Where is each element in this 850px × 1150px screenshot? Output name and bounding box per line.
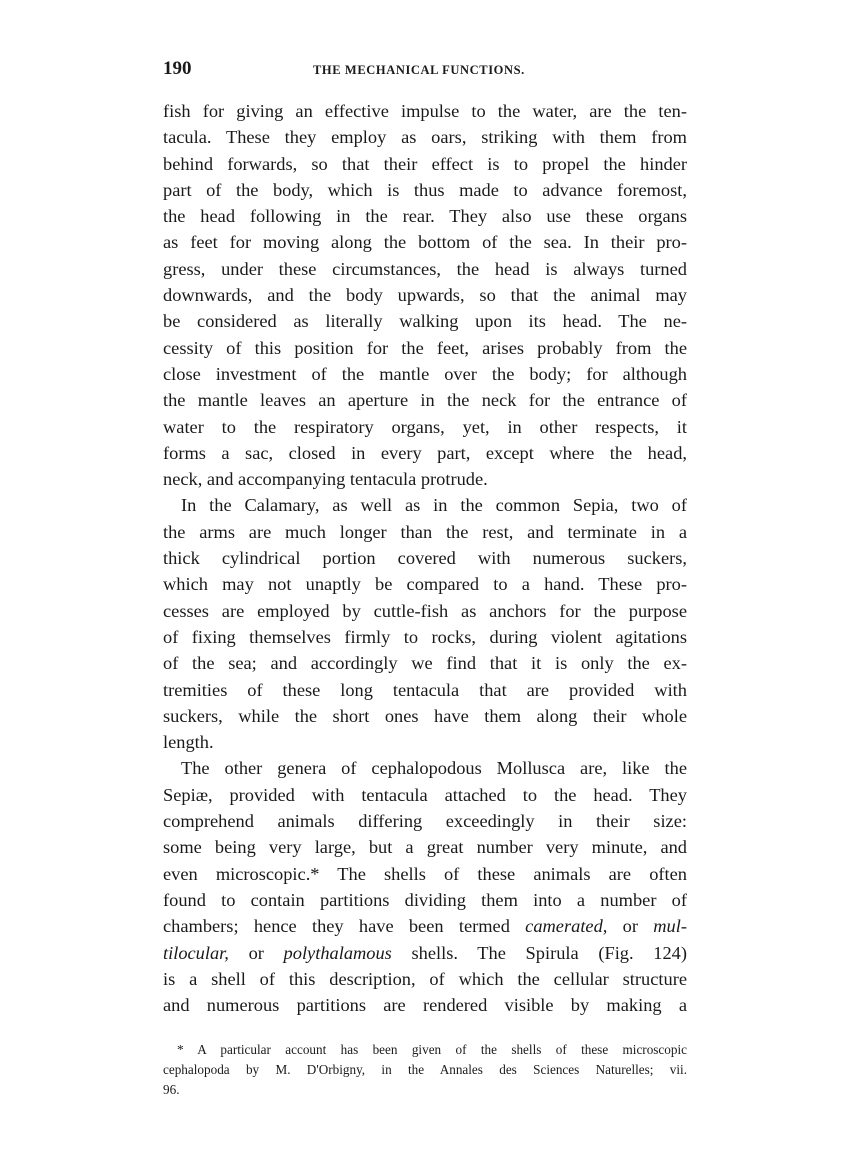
text-line: tremities of these long tentacula that are provided with — [163, 679, 687, 700]
text-line: close investment of the mantle over the body; for although — [163, 363, 687, 384]
text-line: be considered as literally walking upon its head. The ne- — [163, 311, 687, 332]
text-line: and numerous partitions are rendered visible by making a — [163, 995, 687, 1016]
text-segment: shells. The Spirula (Fig. 124) — [411, 942, 687, 963]
text-line: neck, and accompanying tentacula protrude. — [163, 469, 488, 490]
running-head — [163, 58, 687, 88]
text-line: even microscopic.* The shells of these animals are often — [163, 863, 687, 884]
text-line: the arms are much longer than the rest, and terminate in a — [163, 521, 687, 542]
text-line: some being very large, but a great number very minute, and — [163, 837, 687, 858]
text-line: Sepiæ, provided with tentacula attached to the head. They — [163, 784, 687, 805]
text-line — [163, 913, 687, 939]
text-line: of the sea; and accordingly we find that it is only the ex- — [163, 653, 687, 674]
text-line: cesses are employed by cuttle-fish as anchors for the purpose — [163, 600, 687, 621]
text-line: behind forwards, so that their effect is to propel the hinder — [163, 153, 687, 174]
text-line: as feet for moving along the bottom of the sea. In their pro- — [163, 232, 687, 253]
text-segment: or — [622, 916, 638, 937]
running-head-title: THE MECHANICAL FUNCTIONS. — [313, 63, 525, 77]
text-line: the head following in the rear. They also use these organs — [163, 206, 687, 227]
italic-term: camerated, — [525, 916, 608, 937]
text-line: of fixing themselves firmly to rocks, during violent agitations — [163, 626, 687, 647]
text-line: In the Calamary, as well as in the common Sepia, two of — [181, 495, 687, 516]
text-line: water to the respiratory organs, yet, in other respects, it — [163, 416, 687, 437]
italic-term: tilocular, — [163, 942, 229, 963]
text-line: cessity of this position for the feet, arises probably from the — [163, 337, 687, 358]
italic-term: polythalamous — [283, 942, 392, 963]
text-line: which may not unaptly be compared to a hand. These pro- — [163, 574, 687, 595]
page-number: 190 — [163, 58, 192, 79]
text-line: fish for giving an effective impulse to the water, are the ten- — [163, 101, 687, 121]
paragraph-1 — [163, 98, 687, 492]
text-segment: or — [248, 942, 264, 963]
book-page — [163, 58, 687, 1100]
italic-term: mul- — [653, 916, 687, 937]
text-line: the mantle leaves an aperture in the neck for the entrance of — [163, 390, 687, 411]
text-line: suckers, while the short ones have them along their whole — [163, 705, 687, 726]
footnote-line: 96. — [163, 1082, 180, 1098]
footnote-line: * A particular account has been given of the shells of these microscopic — [177, 1042, 687, 1058]
text-line: length. — [163, 732, 214, 753]
text-line: is a shell of this description, of which the cellular structure — [163, 968, 687, 989]
text-line: thick cylindrical portion covered with numerous suckers, — [163, 548, 687, 569]
text-line: downwards, and the body upwards, so that the animal may — [163, 285, 687, 306]
footnote — [163, 1040, 687, 1100]
text-line: found to contain partitions dividing them into a number of — [163, 889, 687, 910]
body-text — [163, 98, 687, 1018]
text-line: comprehend animals differing exceedingly in their size: — [163, 811, 687, 832]
text-line — [163, 940, 687, 966]
text-segment: chambers; hence they have been termed — [163, 916, 510, 937]
text-line: forms a sac, closed in every part, except where the head, — [163, 442, 687, 463]
text-line: tacula. These they employ as oars, striking with them from — [163, 127, 687, 148]
footnote-line: cephalopoda by M. D'Orbigny, in the Annales des Sciences Naturelles; vii. — [163, 1062, 687, 1078]
text-line: gress, under these circumstances, the head is always turned — [163, 258, 687, 279]
paragraph-2 — [163, 492, 687, 755]
paragraph-3 — [163, 755, 687, 1018]
text-line: part of the body, which is thus made to advance foremost, — [163, 179, 687, 200]
text-line: The other genera of cephalopodous Mollusca are, like the — [181, 758, 687, 779]
